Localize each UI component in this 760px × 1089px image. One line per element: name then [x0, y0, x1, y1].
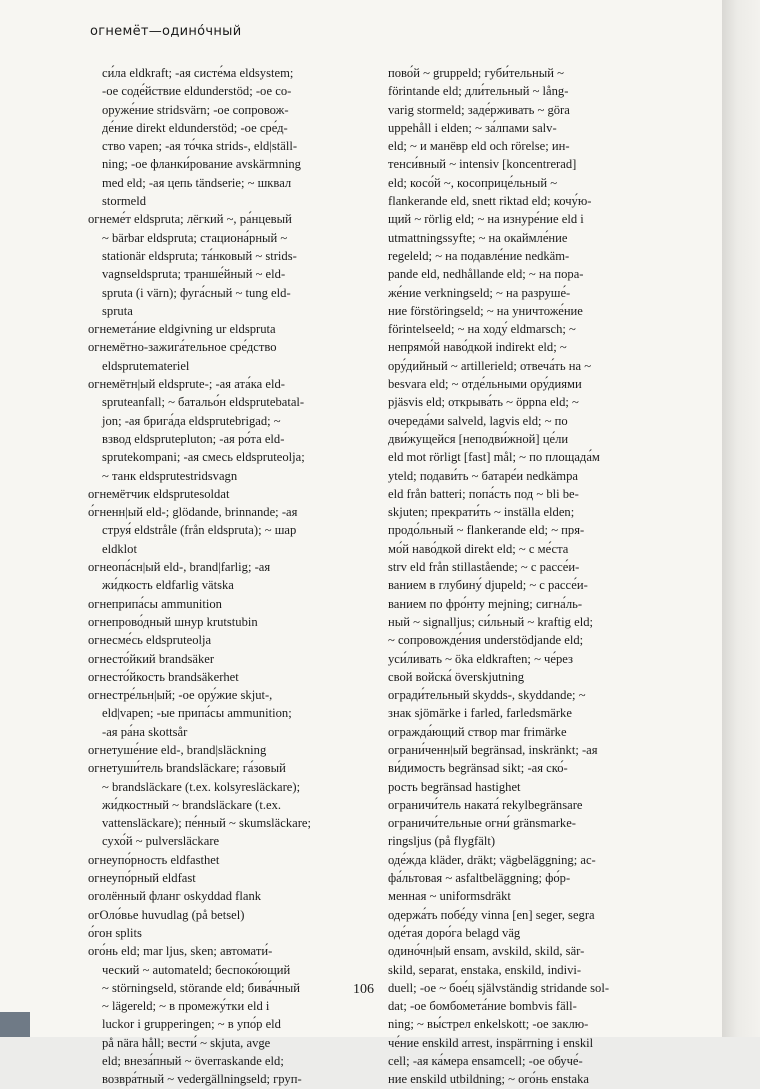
dictionary-line: одино́чн|ый ensam, avskild, skild, sär- — [388, 944, 585, 959]
dictionary-line: ви́димость begränsad sikt; -ая ско́- — [388, 761, 568, 776]
right-column — [388, 64, 686, 1089]
dictionary-line: оде́тая доро́га belagd väg — [388, 925, 521, 940]
dictionary-line: skild, separat, enstaka, enskild, indivi- — [388, 962, 582, 977]
dictionary-line: оруже́ние stridsvärn; -ое сопровож- — [102, 102, 289, 117]
dictionary-line: ограничи́тельные огни́ gränsmarke- — [388, 816, 576, 831]
dictionary-line: огнеприпа́сы ammunition — [88, 596, 222, 611]
dictionary-line: eld|vapen; -ые припа́сы ammunition; — [102, 706, 292, 721]
page-number: 106 — [353, 982, 374, 997]
dictionary-line: -ая ра́на skottsår — [102, 724, 188, 739]
dictionary-line: знак sjömärke i farled, farledsmärke — [388, 706, 572, 721]
dictionary-line: огнесме́сь eldspruteolja — [88, 633, 212, 648]
dictionary-line: jon; -ая брига́да eldsprutebrigad; ~ — [102, 413, 281, 428]
dictionary-line: ning; -ое фланки́рование avskärmning — [102, 157, 301, 172]
dictionary-line: uppehåll i elden; ~ за́лпами salv- — [388, 120, 557, 135]
dictionary-line: duell; -ое ~ бое́ц självständig stridande sol- — [388, 980, 610, 995]
dictionary-line: тенси́вный ~ intensiv [koncentrerad] — [388, 157, 577, 172]
dictionary-line: жи́дкостный ~ brandsläckare (t.ex. — [102, 797, 282, 812]
dictionary-line: огнеме́т eldspruta; лёгкий ~, ра́нцевый — [88, 212, 292, 227]
dictionary-line: огражда́ющий створ mar frimärke — [388, 724, 567, 739]
dictionary-line: огнеупо́рность eldfasthet — [88, 852, 220, 867]
dictionary-line: flankerande eld, snett riktad eld; кочу́ю- — [388, 194, 592, 209]
dictionary-line: си́ла eldkraft; -ая систе́ма eldsystem; — [102, 66, 294, 80]
dictionary-line: yteld; подави́ть ~ батаре́и nedkämpa — [388, 468, 578, 483]
dictionary-line: strv eld från stillastående; ~ с рассе́и- — [388, 560, 580, 575]
dictionary-line: огнесто́йкий brandsäker — [88, 651, 215, 666]
dictionary-line: spruteanfall; ~ батальо́н eldsprutebatal- — [102, 395, 305, 410]
dictionary-line: оде́жда kläder, dräkt; vägbeläggning; ас- — [388, 852, 596, 867]
dictionary-line: пово́й ~ gruppeld; губи́тельный ~ — [388, 66, 564, 80]
dictionary-line: очереда́ми salveld, lagvis eld; ~ по — [388, 413, 568, 428]
dictionary-line: огради́тельный skydds-, skyddande; ~ — [388, 688, 586, 703]
dictionary-line: огОло́вье huvudlag (på betsel) — [88, 907, 245, 922]
dictionary-line: о́гон splits — [88, 925, 142, 940]
dictionary-line: dat; -ое бомбомета́ние bombvis fäll- — [388, 999, 577, 1014]
dictionary-line: eldklot — [102, 541, 137, 556]
dictionary-line: ~ störningseld, störande eld; бива́чный — [102, 980, 300, 995]
dictionary-line: skjuten; прекрати́ть ~ inställa elden; — [388, 505, 575, 520]
dictionary-line: spruta — [102, 303, 133, 318]
dictionary-line: жи́дкость eldfarlig vätska — [102, 578, 234, 593]
running-header: огнемёт—одино́чный — [90, 24, 242, 39]
dictionary-line: продо́льный ~ flankerande eld; ~ пря- — [388, 523, 585, 538]
dictionary-line: cell; -ая ка́мера ensamcell; -ое обуче́- — [388, 1054, 583, 1069]
dictionary-line: ние enskild utbildning; ~ ого́нь enstaka — [388, 1072, 589, 1087]
dictionary-line: utmattningssyfte; ~ на окайм​ле́ние — [388, 230, 568, 245]
dictionary-line: luckor i grupperingen; ~ в упо́р eld — [102, 1017, 281, 1032]
dictionary-line: förintande eld; дли́тельный ~ lång- — [388, 84, 569, 99]
dictionary-line: о́гненн|ый eld-; glödande, brinnande; -ая — [88, 505, 298, 520]
dictionary-line: pande eld, nedhållande eld; ~ на пора- — [388, 267, 584, 282]
dictionary-line: огнемётно-зажига́тельное сре́дство — [88, 340, 277, 355]
dictionary-line: ный ~ signalljus; си́льный ~ kraftig eld; — [388, 614, 593, 629]
dictionary-line: eldsprutemateriel — [102, 358, 190, 373]
dictionary-line: eld från batteri; попа́сть под ~ bli be- — [388, 486, 579, 501]
dictionary-line: огнетуши́тель brandsläckare; га́зовый — [88, 761, 286, 776]
dictionary-line: непрямо́й наво́дкой indirekt eld; ~ — [388, 340, 567, 355]
dictionary-line: огнестре́льн|ый; -ое ору́жие skjut-, — [88, 688, 273, 703]
dictionary-line: огнеопа́сн|ый eld-, brand|farlig; -ая — [88, 560, 271, 575]
dictionary-line: взвод eldsprutepluton; -ая ро́та eld- — [102, 431, 285, 446]
dictionary-line: огнемета́ние eldgivning ur eldspruta — [88, 322, 276, 337]
dictionary-line: рость begränsad hastighet — [388, 779, 521, 794]
corner-background — [0, 1012, 30, 1037]
dictionary-line: eld; косо́й ~, косоприце́льный ~ — [388, 175, 558, 190]
dictionary-line: vattensläckare); пе́нный ~ skumsläckare; — [102, 816, 312, 831]
dictionary-line: щий ~ rörlig eld; ~ на изнуре́ние eld i — [388, 212, 584, 227]
dictionary-line: ~ сопровожде́ния understödjande eld; — [388, 633, 584, 648]
dictionary-line: ~ brandsläckare (t.ex. kolsyresläckare); — [102, 779, 301, 794]
dictionary-line: огнесто́йкость brandsäkerhet — [88, 669, 239, 684]
dictionary-line: де́ние direkt eldunderstöd; -ое сре́д- — [102, 120, 288, 135]
dictionary-line: одержа́ть побе́ду vinna [en] seger, segra — [388, 907, 595, 922]
dictionary-line: фа́льтовая ~ asfaltbeläggning; фо́р- — [388, 871, 571, 886]
dictionary-line: возвра́тный ~ vedergällningseld; груп- — [102, 1072, 302, 1087]
dictionary-line: свой войска́ överskjutning — [388, 669, 525, 684]
book-gutter — [722, 0, 760, 1037]
dictionary-line: струя́ eldstråle (från eldspruta); ~ шар — [102, 523, 297, 538]
dictionary-line: ческий ~ automateld; беспоко́ющий — [102, 962, 291, 977]
dictionary-line: сухо́й ~ pulversläckare — [102, 834, 220, 849]
dictionary-line: förintelseeld; ~ на ходу́ eldmarsch; ~ — [388, 322, 576, 337]
dictionary-line: ого́нь eld; mar ljus, sken; автомати́- — [88, 944, 273, 959]
dictionary-line: ванием по фро́нту mejning; сигна́ль- — [388, 596, 583, 611]
dictionary-line: varig stormeld; заде́рживать ~ göra — [388, 102, 570, 117]
dictionary-line: -ое соде́йствие eldunderstöd; -ое со- — [102, 84, 292, 99]
dictionary-line: огнемётчик eldsprutesoldat — [88, 486, 230, 501]
dictionary-line: pjäsvis eld; открыва́ть ~ öppna eld; ~ — [388, 395, 579, 410]
dictionary-line: дви́жущейся [неподви́жной] це́ли — [388, 431, 569, 446]
dictionary-line: ~ lägereld; ~ в промежу́тки eld i — [102, 999, 270, 1014]
dictionary-line: eld mot rörligt [fast] mål; ~ по площада́м — [388, 450, 600, 465]
dictionary-line: ограни́ченн|ый begränsad, inskränkt; -ая — [388, 742, 598, 757]
dictionary-line: огнемётн|ый eldsprute-; -ая ата́ка eld- — [88, 377, 285, 392]
dictionary-line: ние förstöringseld; ~ на уничтоже́ние — [388, 303, 583, 318]
dictionary-line: stationär eldspruta; та́нковый ~ strids- — [102, 248, 297, 263]
dictionary-line: менная ~ uniformsdräkt — [388, 889, 511, 904]
dictionary-line: regeleld; ~ на подавле́ние nedkäm- — [388, 248, 570, 263]
left-column — [88, 64, 370, 1089]
dictionary-line: spruta (i värn); фуга́сный ~ tung eld- — [102, 285, 291, 300]
dictionary-line: огнеупо́рный eldfast — [88, 871, 196, 886]
dictionary-line: med eld; -ая цепь tändserie; ~ шквал — [102, 175, 292, 190]
dictionary-line: stormeld — [102, 194, 147, 209]
dictionary-line: ство vapen; -ая то́чка strids-, eld|ställ- — [102, 139, 298, 154]
dictionary-line: уси́ливать ~ öka eldkraften; ~ че́рез — [388, 651, 573, 666]
dictionary-line: же́ние verkningseld; ~ на разруше́- — [388, 285, 571, 300]
dictionary-line: besvara eld; ~ отде́льными ору́диями — [388, 377, 582, 392]
dictionary-line: på nära håll; вести́ ~ skjuta, avge — [102, 1035, 271, 1050]
dictionary-line: eld; внеза́пный ~ överraskande eld; — [102, 1054, 284, 1069]
dictionary-line: sprutekompani; -ая смесь eldspruteolja; — [102, 450, 305, 465]
dictionary-line: ограничи́тель наката́ rekylbegränsare — [388, 797, 583, 812]
dictionary-line: ванием в глубину́ djupeld; ~ с рассе́и- — [388, 578, 588, 593]
dictionary-line: ~ танк eldsprutestridsvagn — [102, 468, 238, 483]
dictionary-line: че́ние enskild arrest, inspärrning i enskil — [388, 1035, 594, 1050]
dictionary-line: ~ bärbar eldspruta; стациона́рный ~ — [102, 230, 288, 245]
dictionary-line: ringsljus (på flygfält) — [388, 834, 496, 849]
dictionary-line: оголённый фланг oskyddad flank — [88, 889, 262, 904]
dictionary-line: огнетуше́ние eld-, brand|släckning — [88, 742, 267, 757]
dictionary-line: ору́дийный ~ artillerield; отвеча́ть на ~ — [388, 358, 592, 373]
dictionary-line: огнепрово́дный шнур krutstubin — [88, 614, 258, 629]
dictionary-line: ning; ~ вы́стрел enkelskott; -ое заклю- — [388, 1017, 589, 1032]
dictionary-line: eld; ~ и манёвр eld och rörelse; ин- — [388, 139, 570, 154]
dictionary-line: мо́й наво́дкой direkt eld; ~ с ме́ста — [388, 541, 569, 556]
dictionary-line: vagnseldspruta; транше́йный ~ eld- — [102, 267, 286, 282]
